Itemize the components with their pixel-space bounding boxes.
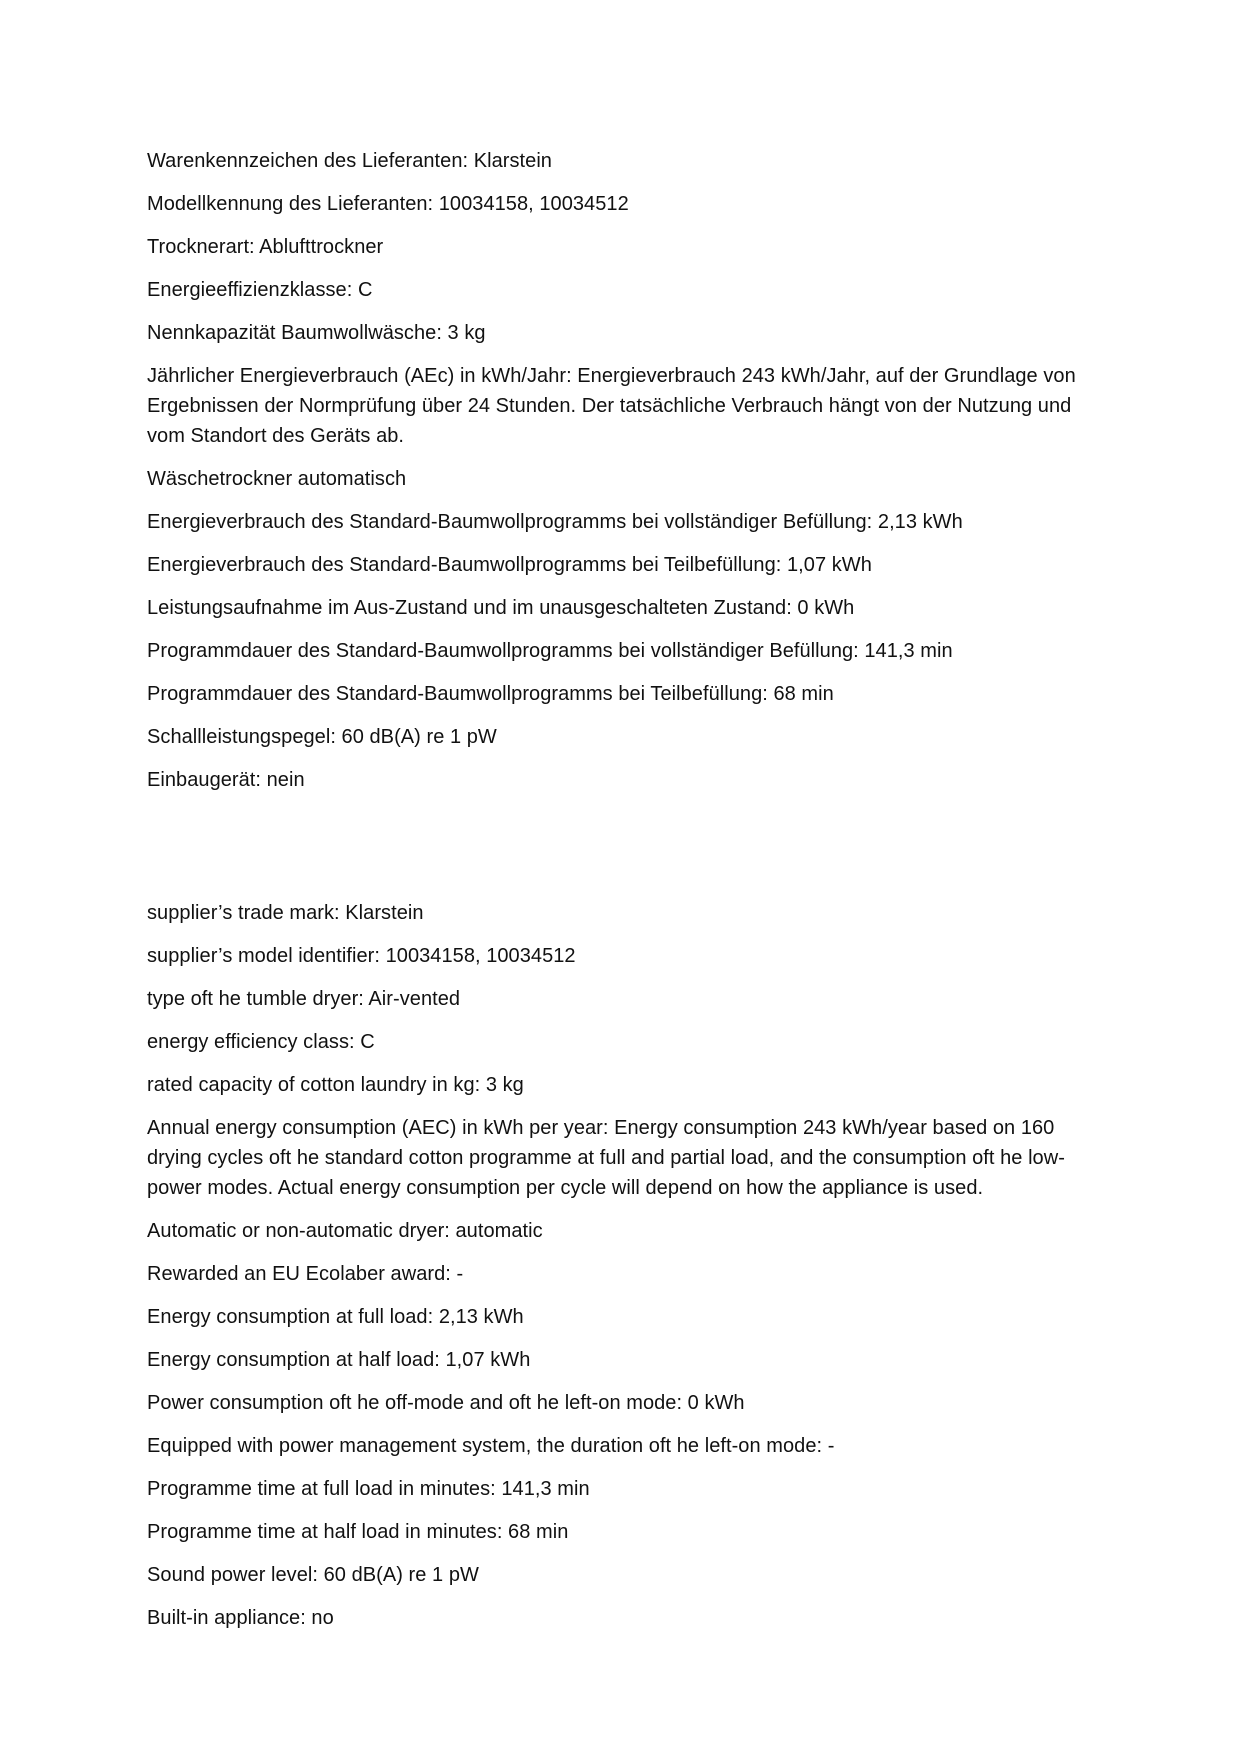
trade-mark-line: Warenkennzeichen des Lieferanten: Klarstein xyxy=(147,150,552,172)
power-off-mode-line: Power consumption oft he off-mode and oft he left-on mode: 0 kWh xyxy=(147,1392,745,1414)
automatic-dryer-line: Automatic or non-automatic dryer: automatic xyxy=(147,1220,543,1242)
energy-half-load-line: Energy consumption at half load: 1,07 kWh xyxy=(147,1349,531,1371)
power-management-line: Equipped with power management system, the duration oft he left-on mode: - xyxy=(147,1435,835,1457)
energy-class-line: energy efficiency class: C xyxy=(147,1031,375,1053)
built-in-line: Built-in appliance: no xyxy=(147,1607,334,1629)
built-in-line: Einbaugerät: nein xyxy=(147,769,305,791)
dryer-type-line: type oft he tumble dryer: Air-vented xyxy=(147,988,461,1010)
energy-partial-load-line: Energieverbrauch des Standard-Baumwollprogramms bei Teilbefüllung: 1,07 kWh xyxy=(147,554,872,576)
energy-class-line: Energieeffizienzklasse: C xyxy=(147,279,373,301)
program-time-full-line: Programmdauer des Standard-Baumwollprogramms bei vollständiger Befüllung: 141,3 min xyxy=(147,640,953,662)
model-identifier-line: supplier’s model identifier: 10034158, 10034512 xyxy=(147,945,576,967)
program-time-full-line: Programme time at full load in minutes: 141,3 min xyxy=(147,1478,590,1500)
ecolabel-line: Rewarded an EU Ecolaber award: - xyxy=(147,1263,464,1285)
dryer-type-line: Trocknerart: Ablufttrockner xyxy=(147,236,384,258)
energy-full-load-line: Energieverbrauch des Standard-Baumwollprogramms bei vollständiger Befüllung: 2,13 kWh xyxy=(147,511,963,533)
english-product-info xyxy=(147,898,1097,1646)
annual-energy-line: Annual energy consumption (AEC) in kWh per year: Energy consumption 243 kWh/year based on 160 drying cycles oft he standard cotton programme at full and partial load, and the consumption oft he low-power modes. Actual energy consumption per cycle will depend on how the appliance is used. xyxy=(147,1117,1065,1199)
rated-capacity-line: rated capacity of cotton laundry in kg: 3 kg xyxy=(147,1074,524,1096)
german-product-info xyxy=(147,146,1097,808)
rated-capacity-line: Nennkapazität Baumwollwäsche: 3 kg xyxy=(147,322,486,344)
annual-energy-line: Jährlicher Energieverbrauch (AEc) in kWh/Jahr: Energieverbrauch 243 kWh/Jahr, auf der Grundlage von Ergebnissen der Normprüfung über 24 Stunden. Der tatsächliche Verbrauch hängt von der Nutzung und vom Standort des Geräts ab. xyxy=(147,365,1076,447)
power-off-mode-line: Leistungsaufnahme im Aus-Zustand und im unausgeschalteten Zustand: 0 kWh xyxy=(147,597,855,619)
automatic-dryer-line: Wäschetrockner automatisch xyxy=(147,468,407,490)
program-time-partial-line: Programmdauer des Standard-Baumwollprogramms bei Teilbefüllung: 68 min xyxy=(147,683,834,705)
model-identifier-line: Modellkennung des Lieferanten: 10034158, 10034512 xyxy=(147,193,629,215)
sound-power-line: Sound power level: 60 dB(A) re 1 pW xyxy=(147,1564,479,1586)
energy-full-load-line: Energy consumption at full load: 2,13 kWh xyxy=(147,1306,524,1328)
trade-mark-line: supplier’s trade mark: Klarstein xyxy=(147,902,424,924)
sound-power-line: Schallleistungspegel: 60 dB(A) re 1 pW xyxy=(147,726,497,748)
program-time-half-line: Programme time at half load in minutes: 68 min xyxy=(147,1521,569,1543)
